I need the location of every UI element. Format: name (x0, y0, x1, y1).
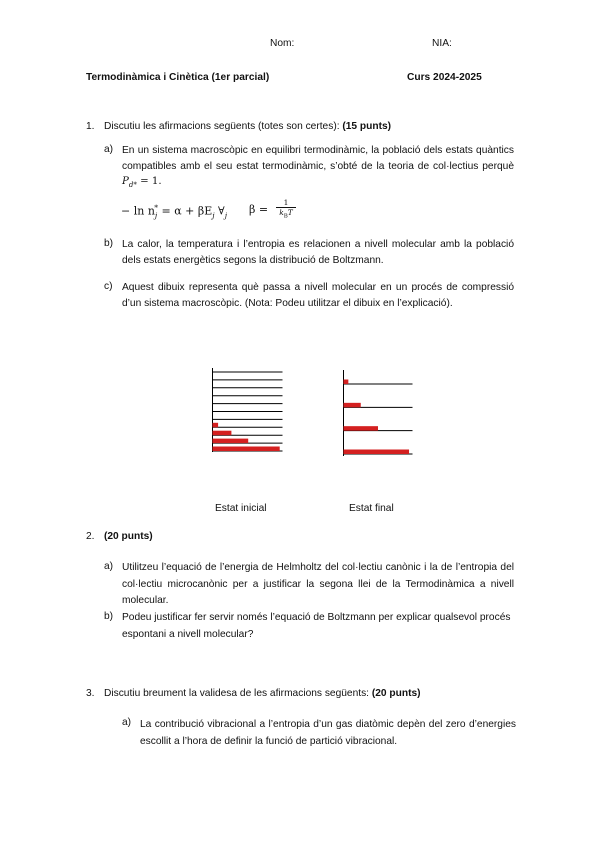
initial-population-bar (213, 439, 249, 444)
initial-population-bar (213, 431, 232, 436)
q1a-label: a) (104, 144, 114, 155)
q1a-text: En un sistema macroscòpic en equilibri termodinàmic, la població dels estats quàntics compatibles amb el seu estat termodinàmic, s’obté de la teoria de col·lectius perquè (122, 145, 514, 172)
q1a-math-p: P (122, 176, 129, 187)
q1-number: 1. (86, 121, 95, 132)
final-population-bar (344, 426, 379, 431)
q1-statement (104, 121, 391, 132)
q2a-label: a) (104, 561, 114, 572)
energy-level-diagram (200, 360, 430, 470)
boltzmann-equation (121, 203, 227, 220)
beta-fraction (276, 198, 296, 222)
eq-forall-sub: j (224, 210, 228, 220)
eq-left-sub: j (154, 210, 158, 220)
q1c-text: Aquest dibuix representa què passa a nivell molecular en un procés de compressió d’un sistema macroscòpic. (Nota: Podeu utilitzar el dibuix en l’explicació). (122, 282, 514, 309)
eq-frac-num: 1 (276, 198, 296, 208)
q1a-math-sub: d* (128, 181, 137, 190)
final-population-bar (344, 380, 349, 385)
q1b-label: b) (104, 238, 114, 249)
nia-label: NIA: (432, 38, 452, 49)
beta-definition (249, 203, 268, 216)
course-title: Termodinàmica i Cinètica (1er parcial) (86, 72, 270, 83)
q2a-text: Utilitzeu l’equació de l’energia de Helmholtz del col·lectiu canònic i la de l’entropia del col·lectiu microcanònic per a justificar la segona llei de la Termodinàmica a nivell molecular. (122, 562, 514, 606)
initial-levels (213, 372, 283, 451)
q3a-label: a) (122, 717, 132, 728)
eq-beta: β = (249, 203, 269, 216)
q2b-label: b) (104, 611, 114, 622)
q2b-text: Podeu justificar fer servir només l’equació de Boltzmann per explicar qualsevol procés espontani a nivell molecular? (122, 612, 511, 640)
q1-points: (15 punts) (342, 121, 392, 132)
eq-mid-sub: j (212, 210, 215, 220)
initial-state-label: Estat inicial (215, 503, 267, 514)
q3-statement (104, 688, 421, 699)
q2-points: (20 punts) (104, 531, 153, 542)
eq-frac-den: $k_BT$ (279, 208, 293, 220)
initial-population-bar (213, 447, 280, 452)
q3a-text: La contribució vibracional a l’entropia d’un gas diatòmic depèn del zero d’energies escollit a l’hora de definir la funció de partició vibracional. (140, 719, 516, 747)
final-population-bar (344, 403, 361, 408)
nom-label: Nom: (270, 38, 295, 49)
eq-left: − ln n (121, 204, 155, 218)
q2-number: 2. (86, 531, 95, 542)
q1b-text: La calor, la temperatura i l’entropia es relacionen a nivell molecular amb la població dels estats energètics segons la distribució de Boltzmann. (122, 239, 514, 266)
final-state-label: Estat final (349, 503, 394, 514)
eq-mid: = α + βE (157, 204, 213, 218)
q3-text: Discutiu breument la validesa de les afirmacions següents: (104, 688, 372, 699)
initial-population-bar (213, 423, 219, 428)
final-levels (344, 380, 413, 455)
q1-text: Discutiu les afirmacions següents (totes son certes): (104, 121, 343, 132)
course-year: Curs 2024-2025 (407, 72, 482, 83)
eq-forall: ∀ (214, 204, 225, 218)
q1a-text-block (122, 143, 514, 194)
eq-left-sup: * (154, 203, 158, 212)
q1a-math-eq: = 1. (136, 176, 162, 187)
q3-points: (20 punts) (371, 688, 421, 699)
final-population-bar (344, 450, 410, 455)
q3-number: 3. (86, 688, 95, 699)
q1c-label: c) (104, 281, 113, 292)
